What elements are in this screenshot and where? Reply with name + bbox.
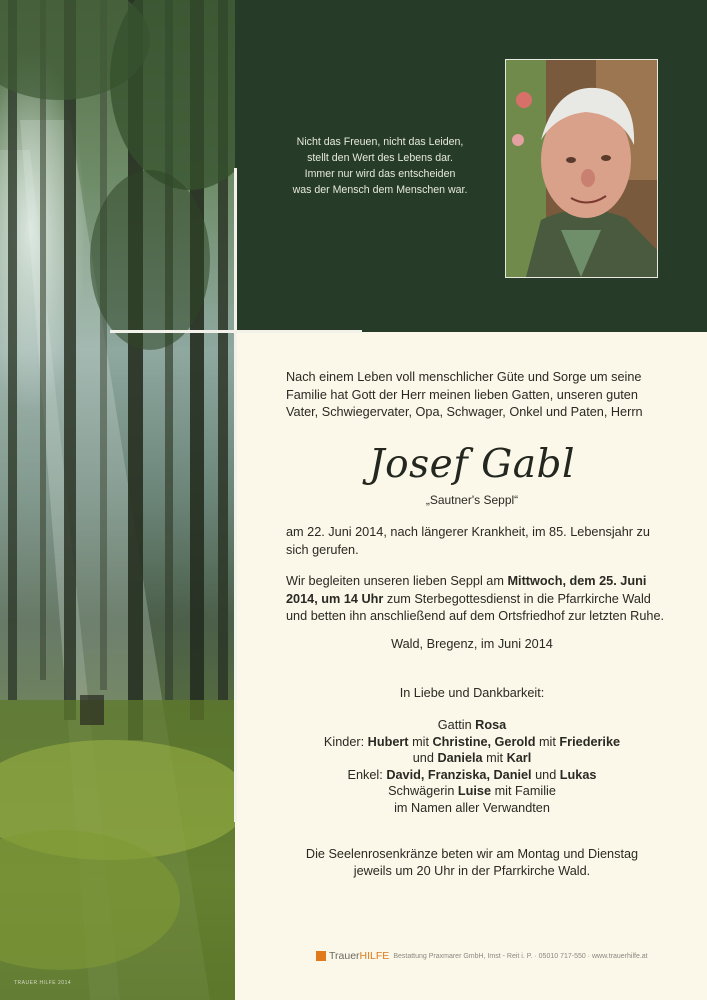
intro-line: Nach einem Leben voll menschlicher Güte und Sorge um seine — [286, 370, 642, 384]
poem — [270, 134, 490, 198]
connector: und — [531, 767, 560, 782]
funeral-line: und betten ihn anschließend auf dem Ortsfriedhof zur letzten Ruhe. — [286, 609, 665, 623]
connector: und — [412, 751, 438, 765]
family-children — [286, 734, 658, 751]
child-name: Friederike — [559, 734, 621, 749]
brand-part: Trauer — [329, 950, 360, 962]
deceased-nickname: „Sautner's Seppl“ — [425, 493, 519, 507]
family-wife — [286, 717, 658, 734]
rosary-line: Die Seelenrosenkränze beten wir am Montag und Dienstag — [305, 847, 639, 861]
family-list — [286, 717, 658, 816]
funeral-text: zum Sterbegottesdienst in die Pfarrkirche Wald — [383, 591, 651, 606]
cross-vertical-bar — [234, 168, 237, 822]
connector: mit — [535, 734, 560, 749]
cross-horizontal-bar — [110, 330, 362, 333]
forest-illustration — [0, 0, 235, 1000]
connector: mit — [482, 751, 507, 765]
funeral-line — [286, 573, 658, 591]
label: mit Familie — [491, 784, 556, 798]
intro-text — [286, 369, 658, 422]
sister-in-law-name: Luise — [457, 784, 492, 798]
death-notice — [286, 524, 658, 559]
family-sister-in-law — [286, 783, 658, 800]
intro-line: Vater, Schwiegervater, Opa, Schwager, Onkel und Paten, Herrn — [286, 405, 643, 419]
rosary-notice — [286, 846, 658, 880]
poem-line: Nicht das Freuen, nicht das Leiden, — [296, 136, 464, 148]
child-name: Hubert — [367, 734, 409, 749]
place-date: Wald, Bregenz, im Juni 2014 — [391, 637, 553, 651]
grandchild-name: Lukas — [559, 767, 597, 782]
family-children-2 — [286, 750, 658, 767]
poem-line: Immer nur wird das entscheiden — [304, 168, 456, 180]
thanks-line: In Liebe und Dankbarkeit: — [399, 686, 545, 700]
portrait-photo — [505, 59, 658, 278]
wife-name: Rosa — [475, 718, 507, 732]
label: Kinder: — [323, 734, 368, 749]
grandchild-names: David, Franziska, Daniel — [386, 767, 532, 782]
footer-contact: Bestattung Praxmarer GmbH, Imst - Reit i. P. · 05010 717-550 · www.trauerhilfe.at — [393, 952, 648, 960]
child-name: Karl — [506, 751, 532, 765]
death-notice-line: sich gerufen. — [286, 542, 359, 557]
portrait-illustration — [506, 60, 657, 277]
child-name: Christine, Gerold — [432, 734, 536, 749]
funeral-notice — [286, 573, 665, 626]
label: Enkel: — [347, 767, 387, 782]
rosary-line: jeweils um 20 Uhr in der Pfarrkirche Wald. — [353, 864, 591, 878]
brand-part: HILFE — [359, 950, 390, 962]
forest-image — [0, 0, 235, 1000]
poem-line: was der Mensch dem Menschen war. — [292, 184, 468, 196]
poem-line: stellt den Wert des Lebens dar. — [307, 152, 453, 164]
family-grandchildren — [286, 767, 658, 784]
funeral-date: Mittwoch, dem 25. Juni — [507, 574, 647, 588]
label: Schwägerin — [388, 784, 458, 798]
trauerhilfe-logo-icon — [316, 951, 326, 961]
footer — [316, 950, 648, 962]
image-credit: TRAUER HILFE 2014 — [14, 980, 72, 986]
funeral-text: Wir begleiten unseren lieben Seppl am — [286, 574, 508, 588]
intro-line: Familie hat Gott der Herr meinen lieben Gatten, unseren guten — [286, 387, 638, 402]
brand-name — [329, 950, 389, 962]
death-notice-line: am 22. Juni 2014, nach längerer Krankheit, im 85. Lebensjahr zu — [286, 525, 650, 539]
deceased-name: Josef Gabl — [369, 442, 575, 487]
child-name: Daniela — [437, 751, 483, 765]
connector: mit — [408, 734, 433, 749]
family-relatives: im Namen aller Verwandten — [394, 800, 550, 815]
funeral-line — [286, 591, 658, 609]
funeral-time: 2014, um 14 Uhr — [286, 591, 384, 606]
label: Gattin — [437, 718, 476, 732]
